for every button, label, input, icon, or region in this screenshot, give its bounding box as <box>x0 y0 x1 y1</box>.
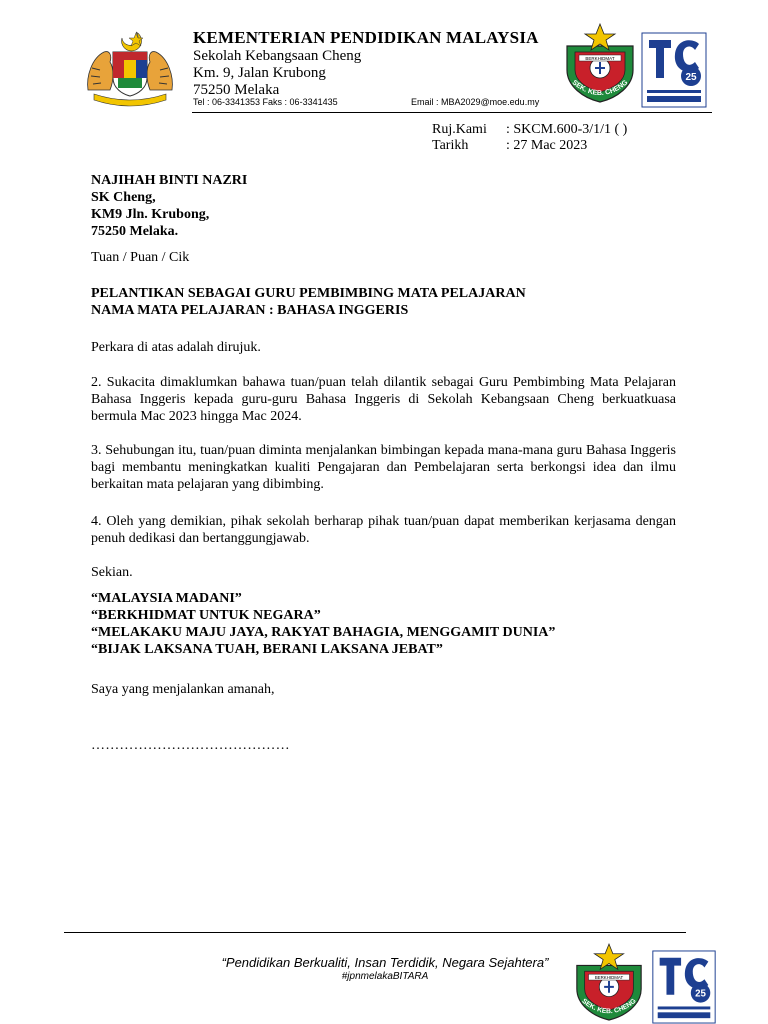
slogan-line: “BERKHIDMAT UNTUK NEGARA” <box>91 608 321 623</box>
footer-motto: “Pendidikan Berkualiti, Insan Terdidik, Negara Sejahtera” <box>221 955 549 970</box>
badge-ribbon-text: BERKHIDMAT <box>594 975 624 981</box>
malaysia-coat-of-arms-logo <box>80 28 180 108</box>
school-badge-logo <box>561 22 639 104</box>
letter-subject <box>91 285 526 319</box>
recipient-line: 75250 Melaka. <box>91 224 179 239</box>
ref-value: : SKCM.600-3/1/1 ( ) <box>506 122 628 137</box>
ref-label: Ruj.Kami <box>432 122 487 137</box>
school-name: Sekolah Kebangsaan Cheng <box>193 48 362 64</box>
phone-fax: Tel : 06-3341353 Faks : 06-3341435 <box>193 97 338 107</box>
tc-number: 25 <box>695 988 706 1000</box>
footer-school-badge-logo <box>571 942 647 1022</box>
badge-ribbon-text: BERKHIDMAT <box>585 56 615 61</box>
footer-divider <box>64 932 686 933</box>
email-address: Email : MBA2029@moe.edu.my <box>411 97 540 107</box>
badge-school-text: SEK. KEB. CHENG <box>570 79 630 98</box>
ministry-title: KEMENTERIAN PENDIDIKAN MALAYSIA <box>193 28 539 47</box>
tc-25-logo <box>641 32 707 108</box>
trust-line: Saya yang menjalankan amanah, <box>91 682 275 697</box>
header-divider <box>192 112 712 113</box>
signature-line: …………………………………… <box>91 738 290 753</box>
slogan-line: “MELAKAKU MAJU JAYA, RAKYAT BAHAGIA, MENGGAMIT DUNIA” <box>91 625 556 640</box>
footer-hashtag: #jpnmelakaBITARA <box>341 971 429 982</box>
closing-word: Sekian. <box>91 565 133 580</box>
recipient-line: KM9 Jln. Krubong, <box>91 207 210 222</box>
salutation: Tuan / Puan / Cik <box>91 250 190 265</box>
school-address-line: Km. 9, Jalan Krubong <box>193 65 326 81</box>
body-paragraph: Perkara di atas adalah dirujuk. <box>91 340 261 355</box>
body-paragraph: 4. Oleh yang demikian, pihak sekolah berharap pihak tuan/puan dapat memberikan kerjasama dengan penuh dedikasi dan bertanggungjawab. <box>91 514 676 546</box>
recipient-address <box>91 172 247 240</box>
recipient-name: NAJIHAH BINTI NAZRI <box>91 173 248 188</box>
footer-tc-25-logo <box>651 950 717 1024</box>
reference-block <box>432 122 627 154</box>
body-paragraph: 3. Sehubungan itu, tuan/puan diminta menjalankan bimbingan kepada mana-mana guru Bahasa Inggeris bagi membantu meningkatkan kualiti Pengajaran dan Pembelajaran serta berkongsi idea dan ilmu berkaitan mata pelajaran yang dibimbing. <box>91 443 676 492</box>
badge-school-text: SEK. KEB. CHENG <box>580 997 638 1016</box>
contact-line <box>193 97 563 107</box>
tc-number: 25 <box>685 72 697 83</box>
date-value: : 27 Mac 2023 <box>506 138 588 153</box>
subject-line: PELANTIKAN SEBAGAI GURU PEMBIMBING MATA PELAJARAN <box>91 286 526 301</box>
slogan-line: “BIJAK LAKSANA TUAH, BERANI LAKSANA JEBAT” <box>91 642 443 657</box>
slogans <box>91 590 555 658</box>
body-paragraph: 2. Sukacita dimaklumkan bahawa tuan/puan telah dilantik sebagai Guru Pembimbing Mata Pelajaran Bahasa Inggeris kepada guru-guru Bahasa Inggeris di Sekolah Kebangsaan Cheng berkuatkuasa bermula Mac 2023 hingga Mac 2024. <box>91 375 676 424</box>
date-label: Tarikh <box>432 138 469 153</box>
subject-line: NAMA MATA PELAJARAN : BAHASA INGGERIS <box>91 303 409 318</box>
recipient-line: SK Cheng, <box>91 190 156 205</box>
slogan-line: “MALAYSIA MADANI” <box>91 591 242 606</box>
school-postcode-line: 75250 Melaka <box>193 82 280 98</box>
